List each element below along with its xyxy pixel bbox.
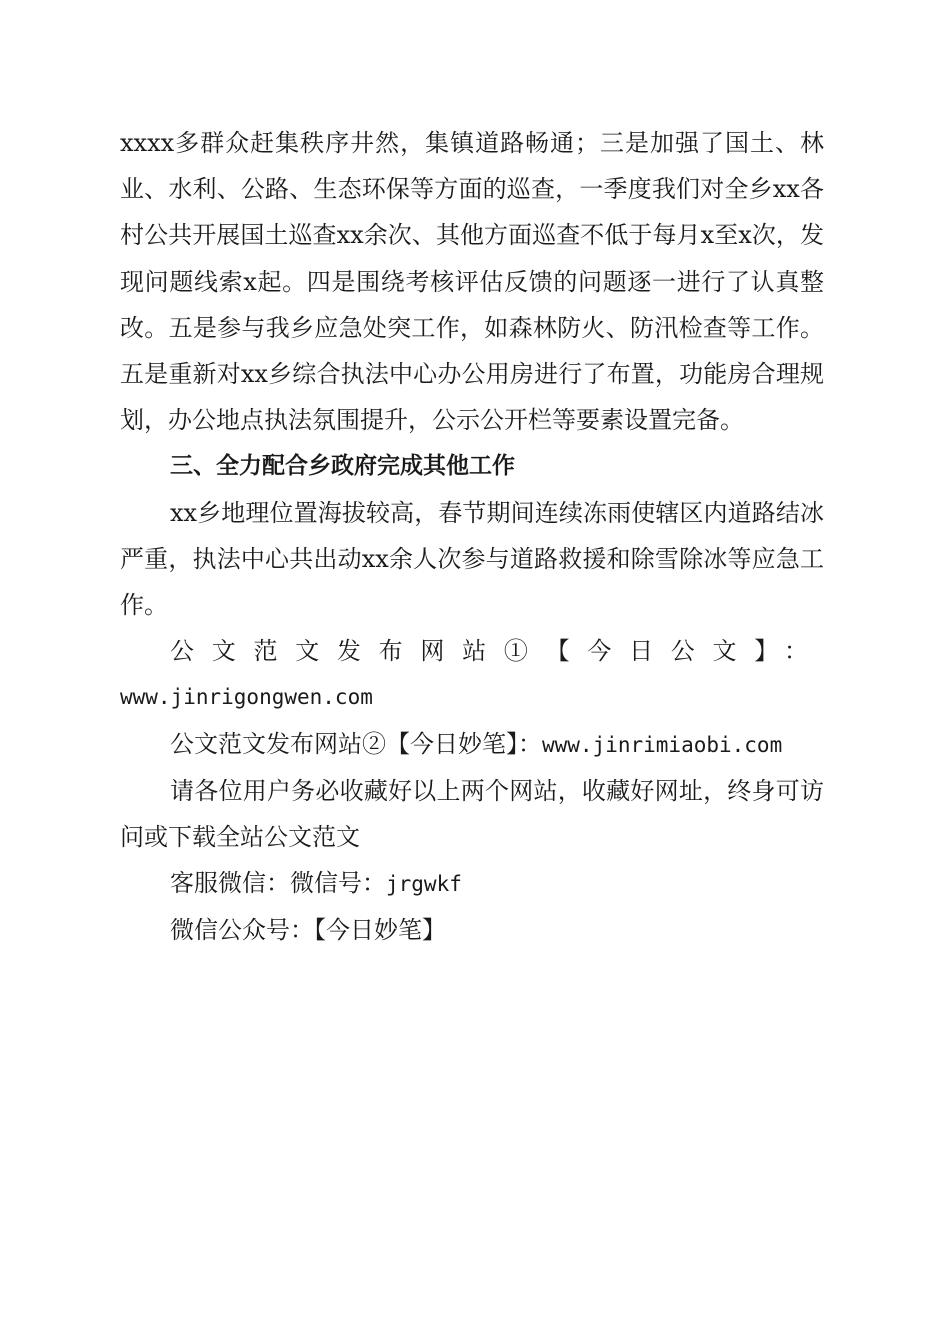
site-2-label: 公文范文发布网站②【今日妙笔】：	[170, 729, 542, 758]
site-2-url[interactable]: www.jinrimiaobi.com	[542, 732, 783, 757]
site-1-url[interactable]: www.jinrigongwen.com	[120, 685, 373, 710]
body-paragraph-2: xx乡地理位置海拔较高，春节期间连续冻雨使辖区内道路结冰严重，执法中心共出动xx余人次参与道路救援和除雪除冰等应急工作。	[120, 498, 824, 620]
service-wechat-line	[120, 860, 824, 907]
service-wechat-id: jrgwkf	[386, 872, 462, 897]
notice-paragraph: 请各位用户务必收藏好以上两个网站，收藏好网址，终身可访问或下载全站公文范文	[120, 776, 824, 852]
site-2-line	[120, 721, 824, 768]
section-heading-3: 三、全力配合乡政府完成其他工作	[170, 453, 515, 480]
document-page	[120, 120, 824, 954]
official-account-line: 微信公众号：【今日妙笔】	[170, 916, 446, 945]
body-paragraph-1: xxxx多群众赶集秩序井然，集镇道路畅通；三是加强了国土、林业、水利、公路、生态环保等方面的巡查，一季度我们对全乡xx各村公共开展国土巡查xx余次、其他方面巡查不低于每月x至x次，发现问题线索x起。四是围绕考核评估反馈的问题逐一进行了认真整改。五是参与我乡应急处突工作，如森林防火、防汛检查等工作。五是重新对xx乡综合执法中心办公用房进行了布置，功能房合理规划，办公地点执法氛围提升，公示公开栏等要素设置完备。	[120, 129, 824, 435]
service-wechat-label: 客服微信：微信号：	[170, 869, 386, 898]
site-1-label: 公文范文发布网站①【今日公文】：	[170, 637, 824, 666]
